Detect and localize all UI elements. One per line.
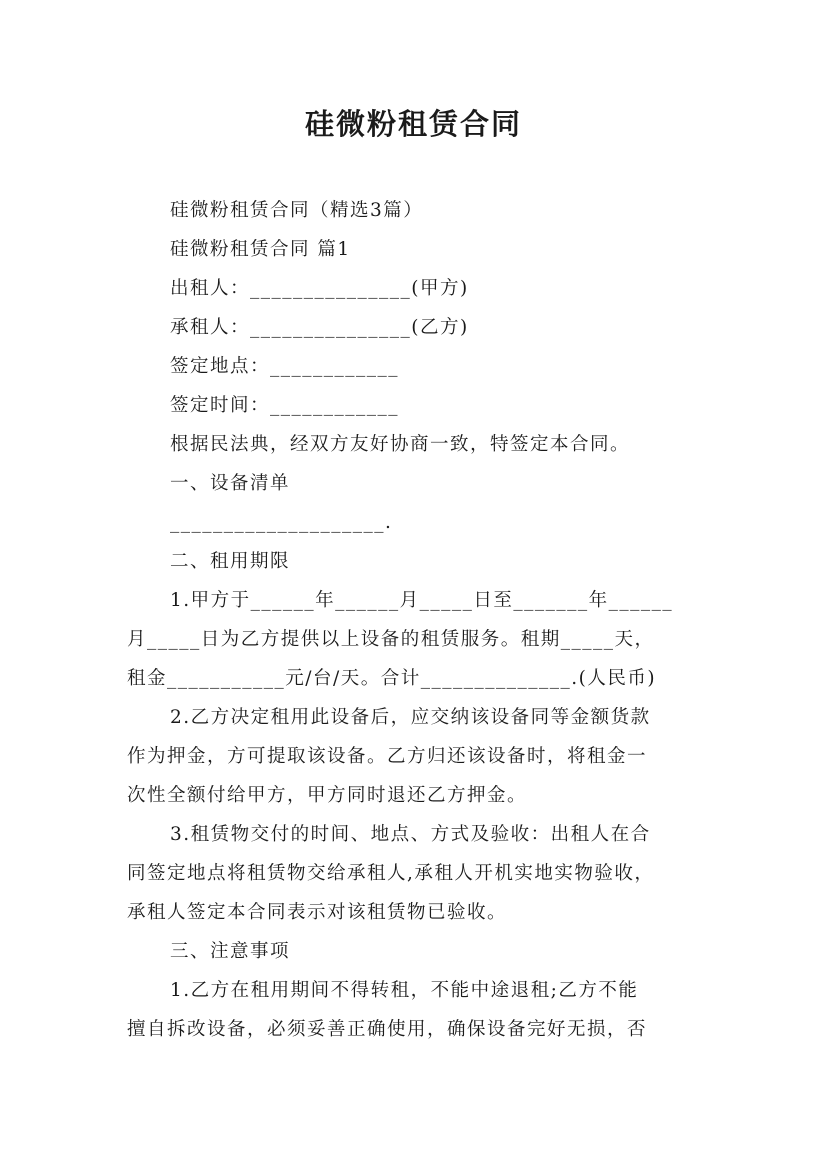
paragraph-line: 2.乙方决定租用此设备后，应交纳该设备同等金额货款 <box>170 707 651 728</box>
lessee-field: 承租人：_______________(乙方) <box>170 317 469 338</box>
signing-place-field: 签定地点：____________ <box>170 356 400 377</box>
paragraph-line: 1.乙方在租用期间不得转租，不能中途退租;乙方不能 <box>170 980 639 1001</box>
subtitle-line: 硅微粉租赁合同（精选3篇） <box>170 200 424 221</box>
paragraph-line: 3.租赁物交付的时间、地点、方式及验收：出租人在合 <box>170 824 651 845</box>
equipment-blank: ____________________. <box>170 512 393 533</box>
document-title: 硅微粉租赁合同 <box>304 107 522 141</box>
paragraph-line: 月_____日为乙方提供以上设备的租赁服务。租期_____天， <box>127 629 655 650</box>
paragraph-line: 1.甲方于______年______月_____日至_______年______ <box>170 590 674 611</box>
preamble-text: 根据民法典，经双方友好协商一致，特签定本合同。 <box>170 434 631 455</box>
paragraph-line: 租金___________元/台/天。合计______________.(人民币) <box>127 668 657 689</box>
section-heading-term: 二、租用期限 <box>170 551 291 572</box>
paragraph-line: 承租人签定本合同表示对该租赁物已验收。 <box>127 902 508 923</box>
section-heading-equipment: 一、设备清单 <box>170 473 291 494</box>
paragraph-line: 擅自拆改设备，必须妥善正确使用，确保设备完好无损，否 <box>127 1019 648 1040</box>
paragraph-line: 作为押金，方可提取该设备。乙方归还该设备时，将租金一 <box>127 746 648 767</box>
section-heading: 硅微粉租赁合同 篇1 <box>170 239 351 260</box>
section-heading-notes: 三、注意事项 <box>170 941 291 962</box>
paragraph-line: 次性全额付给甲方，甲方同时退还乙方押金。 <box>127 785 528 806</box>
lessor-field: 出租人：_______________(甲方) <box>170 278 469 299</box>
signing-time-field: 签定时间：____________ <box>170 395 400 416</box>
paragraph-line: 同签定地点将租赁物交给承租人,承租人开机实地实物验收， <box>127 863 655 884</box>
